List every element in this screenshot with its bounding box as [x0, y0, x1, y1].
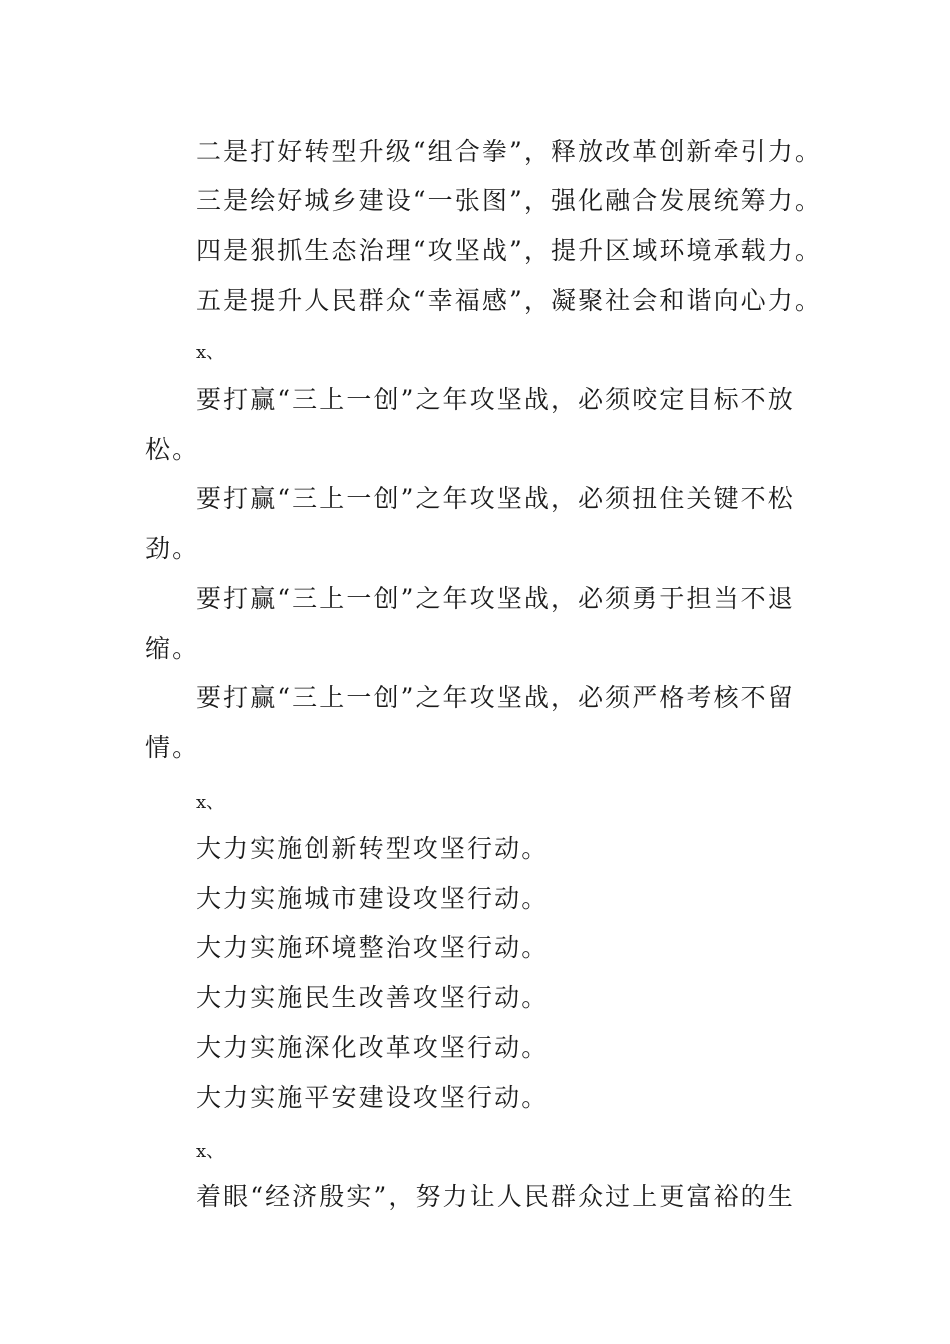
paragraph: 大力实施深化改革攻坚行动。 — [196, 1033, 549, 1062]
paragraph-line: 着眼“经济殷实”，努力让人民群众过上更富裕的生 — [196, 1182, 795, 1211]
paragraph-line: 要打赢“三上一创”之年攻坚战，必须勇于担当不退 — [196, 584, 795, 613]
paragraph-line: 要打赢“三上一创”之年攻坚战，必须严格考核不留 — [196, 683, 795, 712]
paragraph: 三是绘好城乡建设“一张图”，强化融合发展统筹力。 — [196, 186, 822, 215]
section-marker: x、 — [196, 342, 225, 363]
section-marker: x、 — [196, 1141, 225, 1162]
section-marker: x、 — [196, 792, 225, 813]
paragraph-line: 要打赢“三上一创”之年攻坚战，必须扭住关键不松 — [196, 484, 795, 513]
paragraph-line: 松。 — [145, 435, 200, 464]
paragraph-line: 要打赢“三上一创”之年攻坚战，必须咬定目标不放 — [196, 385, 795, 414]
paragraph: 四是狠抓生态治理“攻坚战”，提升区域环境承载力。 — [196, 236, 822, 265]
paragraph: 大力实施环境整治攻坚行动。 — [196, 933, 549, 962]
paragraph-line: 缩。 — [145, 634, 200, 663]
paragraph-line: 劲。 — [145, 534, 200, 563]
paragraph: 五是提升人民群众“幸福感”，凝聚社会和谐向心力。 — [196, 286, 822, 315]
paragraph: 大力实施城市建设攻坚行动。 — [196, 884, 549, 913]
paragraph: 大力实施平安建设攻坚行动。 — [196, 1083, 549, 1112]
paragraph-line: 情。 — [145, 733, 200, 762]
paragraph: 大力实施创新转型攻坚行动。 — [196, 834, 549, 863]
paragraph: 二是打好转型升级“组合拳”，释放改革创新牵引力。 — [196, 137, 822, 166]
paragraph: 大力实施民生改善攻坚行动。 — [196, 983, 549, 1012]
